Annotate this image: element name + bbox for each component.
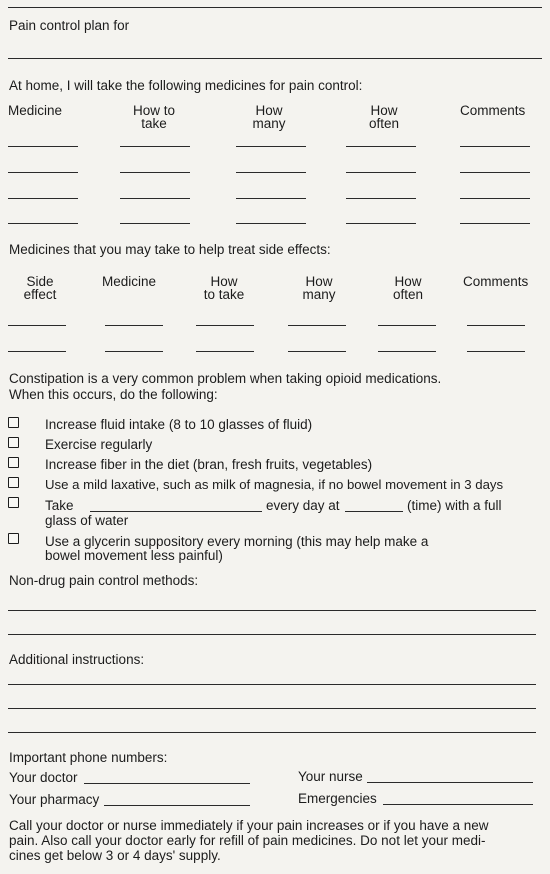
- comments-blank[interactable]: [460, 172, 530, 173]
- item-fiber: Increase fiber in the diet (bran, fresh fruits, vegetables): [45, 457, 373, 472]
- nurse-label: Your nurse: [298, 769, 363, 784]
- col-how-many: How many: [302, 274, 336, 302]
- col-how-many: How many: [252, 103, 286, 131]
- additional-line[interactable]: [8, 684, 536, 685]
- constipation-intro-line-1: Constipation is a very common problem when taking opioid medications.: [9, 371, 442, 386]
- comments-blank[interactable]: [460, 198, 530, 199]
- col-medicine: Medicine: [8, 103, 63, 118]
- top-border: [8, 7, 542, 8]
- how-to-take-blank[interactable]: [120, 172, 190, 173]
- nurse-phone-field[interactable]: [367, 782, 533, 783]
- item-fluid: Increase fluid intake (8 to 10 glasses of fluid): [45, 417, 313, 432]
- col-how-often: How often: [368, 103, 400, 131]
- side-effect-blank[interactable]: [8, 351, 66, 352]
- how-often-blank[interactable]: [378, 325, 436, 326]
- how-to-take-blank[interactable]: [120, 198, 190, 199]
- col-how-often: How often: [392, 274, 424, 302]
- checkbox-fluid[interactable]: [8, 417, 19, 428]
- col-side-effect: Side effect: [23, 274, 57, 302]
- checkbox-glycerin[interactable]: [8, 533, 19, 544]
- how-often-blank[interactable]: [346, 146, 416, 147]
- how-many-blank[interactable]: [236, 172, 306, 173]
- constipation-intro-line-2: When this occurs, do the following:: [9, 387, 218, 402]
- medicine-blank[interactable]: [105, 325, 163, 326]
- plan-for-name-field[interactable]: [8, 58, 542, 59]
- col-comments: Comments: [463, 274, 529, 289]
- item-glycerin-line-1: Use a glycerin suppository every morning (this may help make a: [45, 534, 429, 549]
- col-how-to-take: How to take: [203, 274, 245, 302]
- footer-line-1: Call your doctor or nurse immediately if your pain increases or if you have a new: [9, 818, 489, 833]
- footer-line-2: pain. Also call your doctor early for refill of pain medicines. Do not let your medi-: [9, 833, 486, 848]
- medicine-blank[interactable]: [8, 223, 78, 224]
- how-many-blank[interactable]: [288, 325, 346, 326]
- additional-line[interactable]: [8, 708, 536, 709]
- checkbox-exercise[interactable]: [8, 437, 19, 448]
- medicine-blank[interactable]: [105, 351, 163, 352]
- home-medicines-intro: At home, I will take the following medicines for pain control:: [9, 78, 363, 93]
- comments-blank[interactable]: [460, 146, 530, 147]
- side-effect-intro: Medicines that you may take to help treat side effects:: [9, 242, 331, 257]
- checkbox-take[interactable]: [8, 497, 19, 508]
- how-often-blank[interactable]: [346, 198, 416, 199]
- item-laxative: Use a mild laxative, such as milk of magnesia, if no bowel movement in 3 days: [45, 477, 504, 492]
- checkbox-laxative[interactable]: [8, 477, 19, 488]
- footer-line-3: cines get below 3 or 4 days' supply.: [9, 848, 221, 863]
- phones-label: Important phone numbers:: [9, 750, 168, 765]
- comments-blank[interactable]: [460, 223, 530, 224]
- comments-blank[interactable]: [467, 351, 525, 352]
- col-how-to-take: How to take: [132, 103, 176, 131]
- non-drug-line[interactable]: [8, 634, 536, 635]
- emergencies-phone-field[interactable]: [383, 804, 533, 805]
- item-take-line-2: glass of water: [45, 513, 129, 528]
- item-take-prefix: Take: [45, 498, 74, 513]
- col-medicine: Medicine: [102, 274, 157, 289]
- item-glycerin-line-2: bowel movement less painful): [45, 548, 223, 563]
- take-medicine-blank[interactable]: [90, 511, 262, 512]
- side-effect-blank[interactable]: [8, 325, 66, 326]
- non-drug-label: Non-drug pain control methods:: [9, 573, 199, 588]
- medicine-blank[interactable]: [8, 198, 78, 199]
- how-many-blank[interactable]: [236, 198, 306, 199]
- how-often-blank[interactable]: [346, 223, 416, 224]
- col-comments: Comments: [460, 103, 526, 118]
- comments-blank[interactable]: [467, 325, 525, 326]
- footer-instructions: [9, 818, 539, 863]
- how-many-blank[interactable]: [236, 223, 306, 224]
- additional-label: Additional instructions:: [9, 652, 145, 667]
- how-many-blank[interactable]: [236, 146, 306, 147]
- how-many-blank[interactable]: [288, 351, 346, 352]
- how-to-take-blank[interactable]: [120, 223, 190, 224]
- checkbox-fiber[interactable]: [8, 457, 19, 468]
- medicine-blank[interactable]: [8, 172, 78, 173]
- pharmacy-label: Your pharmacy: [9, 792, 100, 807]
- item-take-middle: every day at: [266, 498, 340, 513]
- item-take-suffix: (time) with a full: [407, 498, 502, 513]
- how-to-take-blank[interactable]: [196, 325, 254, 326]
- take-time-blank[interactable]: [345, 511, 403, 512]
- how-often-blank[interactable]: [346, 172, 416, 173]
- medicine-blank[interactable]: [8, 146, 78, 147]
- emergencies-label: Emergencies: [298, 791, 377, 806]
- how-often-blank[interactable]: [378, 351, 436, 352]
- doctor-phone-field[interactable]: [84, 783, 250, 784]
- additional-line[interactable]: [8, 732, 536, 733]
- pharmacy-phone-field[interactable]: [104, 805, 250, 806]
- item-exercise: Exercise regularly: [45, 437, 153, 452]
- how-to-take-blank[interactable]: [120, 146, 190, 147]
- doctor-label: Your doctor: [9, 770, 78, 785]
- how-to-take-blank[interactable]: [196, 351, 254, 352]
- non-drug-line[interactable]: [8, 610, 536, 611]
- plan-for-label: Pain control plan for: [9, 18, 130, 33]
